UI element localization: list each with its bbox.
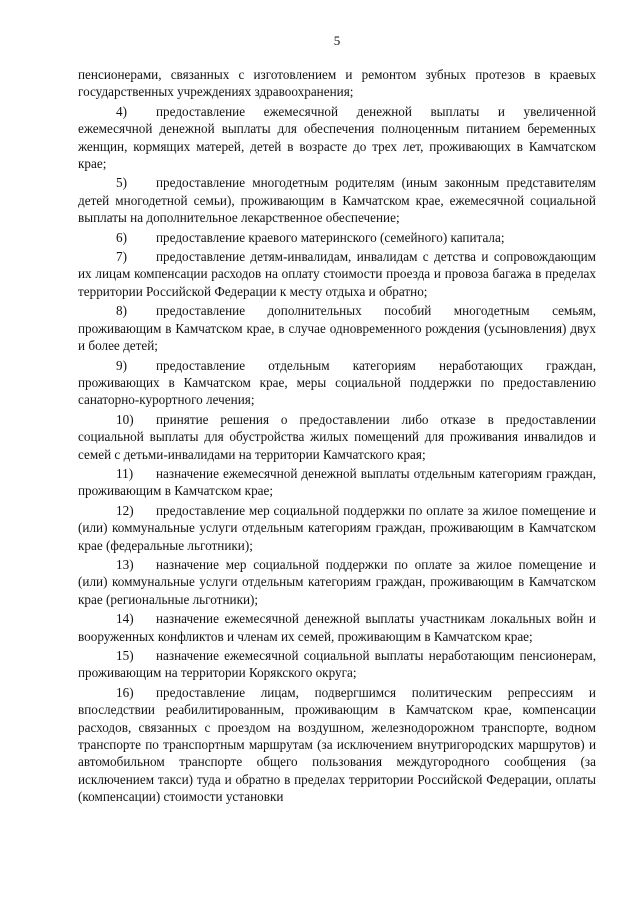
list-item	[78, 229, 596, 246]
list-item-text: принятие решения о предоставлении либо отказе в предоставлении социальной выплаты для обустройства жилых помещений для проживания инвалидов и семей с детьми-инвалидами на территории Камчатского края;	[78, 411, 596, 462]
list-item-text: назначение ежемесячной социальной выплаты неработающим пенсионерам, проживающим на территории Корякского округа;	[78, 648, 596, 681]
list-item	[78, 411, 596, 463]
list-item-text: назначение ежемесячной денежной выплаты отдельным категориям граждан, проживающим в Камчатском крае;	[78, 465, 596, 499]
list-item	[78, 357, 596, 409]
list-item-text: предоставление ежемесячной денежной выплаты и увеличенной ежемесячной денежной выплаты для обеспечения полноценным питанием беременных женщин, кормящих матерей, детей в возрасте до трех лет, проживающих в Камчатском крае;	[78, 103, 596, 172]
list-item-number: 5)	[116, 175, 127, 191]
list-item	[78, 610, 596, 645]
list-item-number: 12)	[116, 502, 134, 518]
list-item-number: 4)	[116, 103, 127, 119]
list-item-text: предоставление краевого материнского (семейного) капитала;	[156, 229, 505, 245]
list-item-number: 14)	[116, 611, 134, 627]
list-item-text: пенсионерами, связанных с изготовлением и ремонтом зубных протезов в краевых государственных учреждениях здравоохранения;	[78, 67, 596, 100]
list-item	[78, 502, 596, 554]
list-item	[78, 465, 596, 500]
list-item-number: 8)	[116, 303, 127, 319]
list-item-number: 9)	[116, 357, 127, 373]
list-item-text: предоставление лицам, подвергшимся политическим репрессиям и впоследствии реабилитированным, проживающим в Камчатском крае, компенсации расходов, связанных с проездом на воздушном, железнодорожном транспорте, водном транспорте по транспортным маршрутам (за исключением внутригородских маршрутов) и автомобильном транспорте общего пользования междугородного сообщения (за исключением такси) туда и обратно в пределах территории Российской Федерации, оплаты (компенсации) стоимости установки	[78, 684, 596, 805]
list-item	[78, 103, 596, 173]
list-item-text: предоставление дополнительных пособий многодетным семьям, проживающим в Камчатском крае, в случае одновременного рождения (усыновления) двух и более детей;	[78, 303, 596, 354]
list-item	[78, 248, 596, 300]
list-item	[78, 174, 596, 226]
list-item	[78, 684, 596, 806]
list-item-number: 15)	[116, 648, 134, 663]
paragraph-continuation	[78, 66, 596, 101]
list-item	[78, 556, 596, 608]
list-item-text: предоставление мер социальной поддержки по оплате за жилое помещение и (или) коммунальные услуги отдельным категориям граждан, проживающим в Камчатском крае (федеральные льготники);	[78, 502, 596, 553]
list-item-number: 7)	[116, 249, 127, 265]
list-item-number: 16)	[116, 684, 134, 700]
document-body	[78, 66, 596, 806]
list-item-text: назначение мер социальной поддержки по оплате за жилое помещение и (или) коммунальные услуги отдельным категориям граждан, проживающим в Камчатском крае (региональные льготники);	[78, 556, 596, 607]
list-item-text: предоставление многодетным родителям (иным законным представителям детей многодетной семьи), проживающим в Камчатском крае, ежемесячной социальной выплаты на дополнительное лекарственное обеспечение;	[78, 175, 596, 226]
page-number: 5	[333, 33, 341, 48]
list-item-number: 13)	[116, 556, 134, 572]
list-item	[78, 647, 596, 682]
list-item-text: предоставление отдельным категориям неработающих граждан, проживающих в Камчатском крае, меры социальной поддержки по предоставлению санаторно-курортного лечения;	[78, 357, 596, 408]
list-item-number: 10)	[116, 411, 134, 427]
list-item-number: 11)	[116, 465, 134, 481]
list-item-text: предоставление детям-инвалидам, инвалидам с детства и сопровождающим их лицам компенсации расходов на оплату стоимости проезда и провоза багажа в пределах территории Российской Федерации к месту отдыха и обратно;	[78, 249, 596, 299]
list-item	[78, 302, 596, 354]
list-item-text: назначение ежемесячной денежной выплаты участникам локальных войн и вооруженных конфликтов и членам их семей, проживающим в Камчатском крае;	[78, 611, 596, 644]
list-item-number: 6)	[116, 229, 127, 245]
